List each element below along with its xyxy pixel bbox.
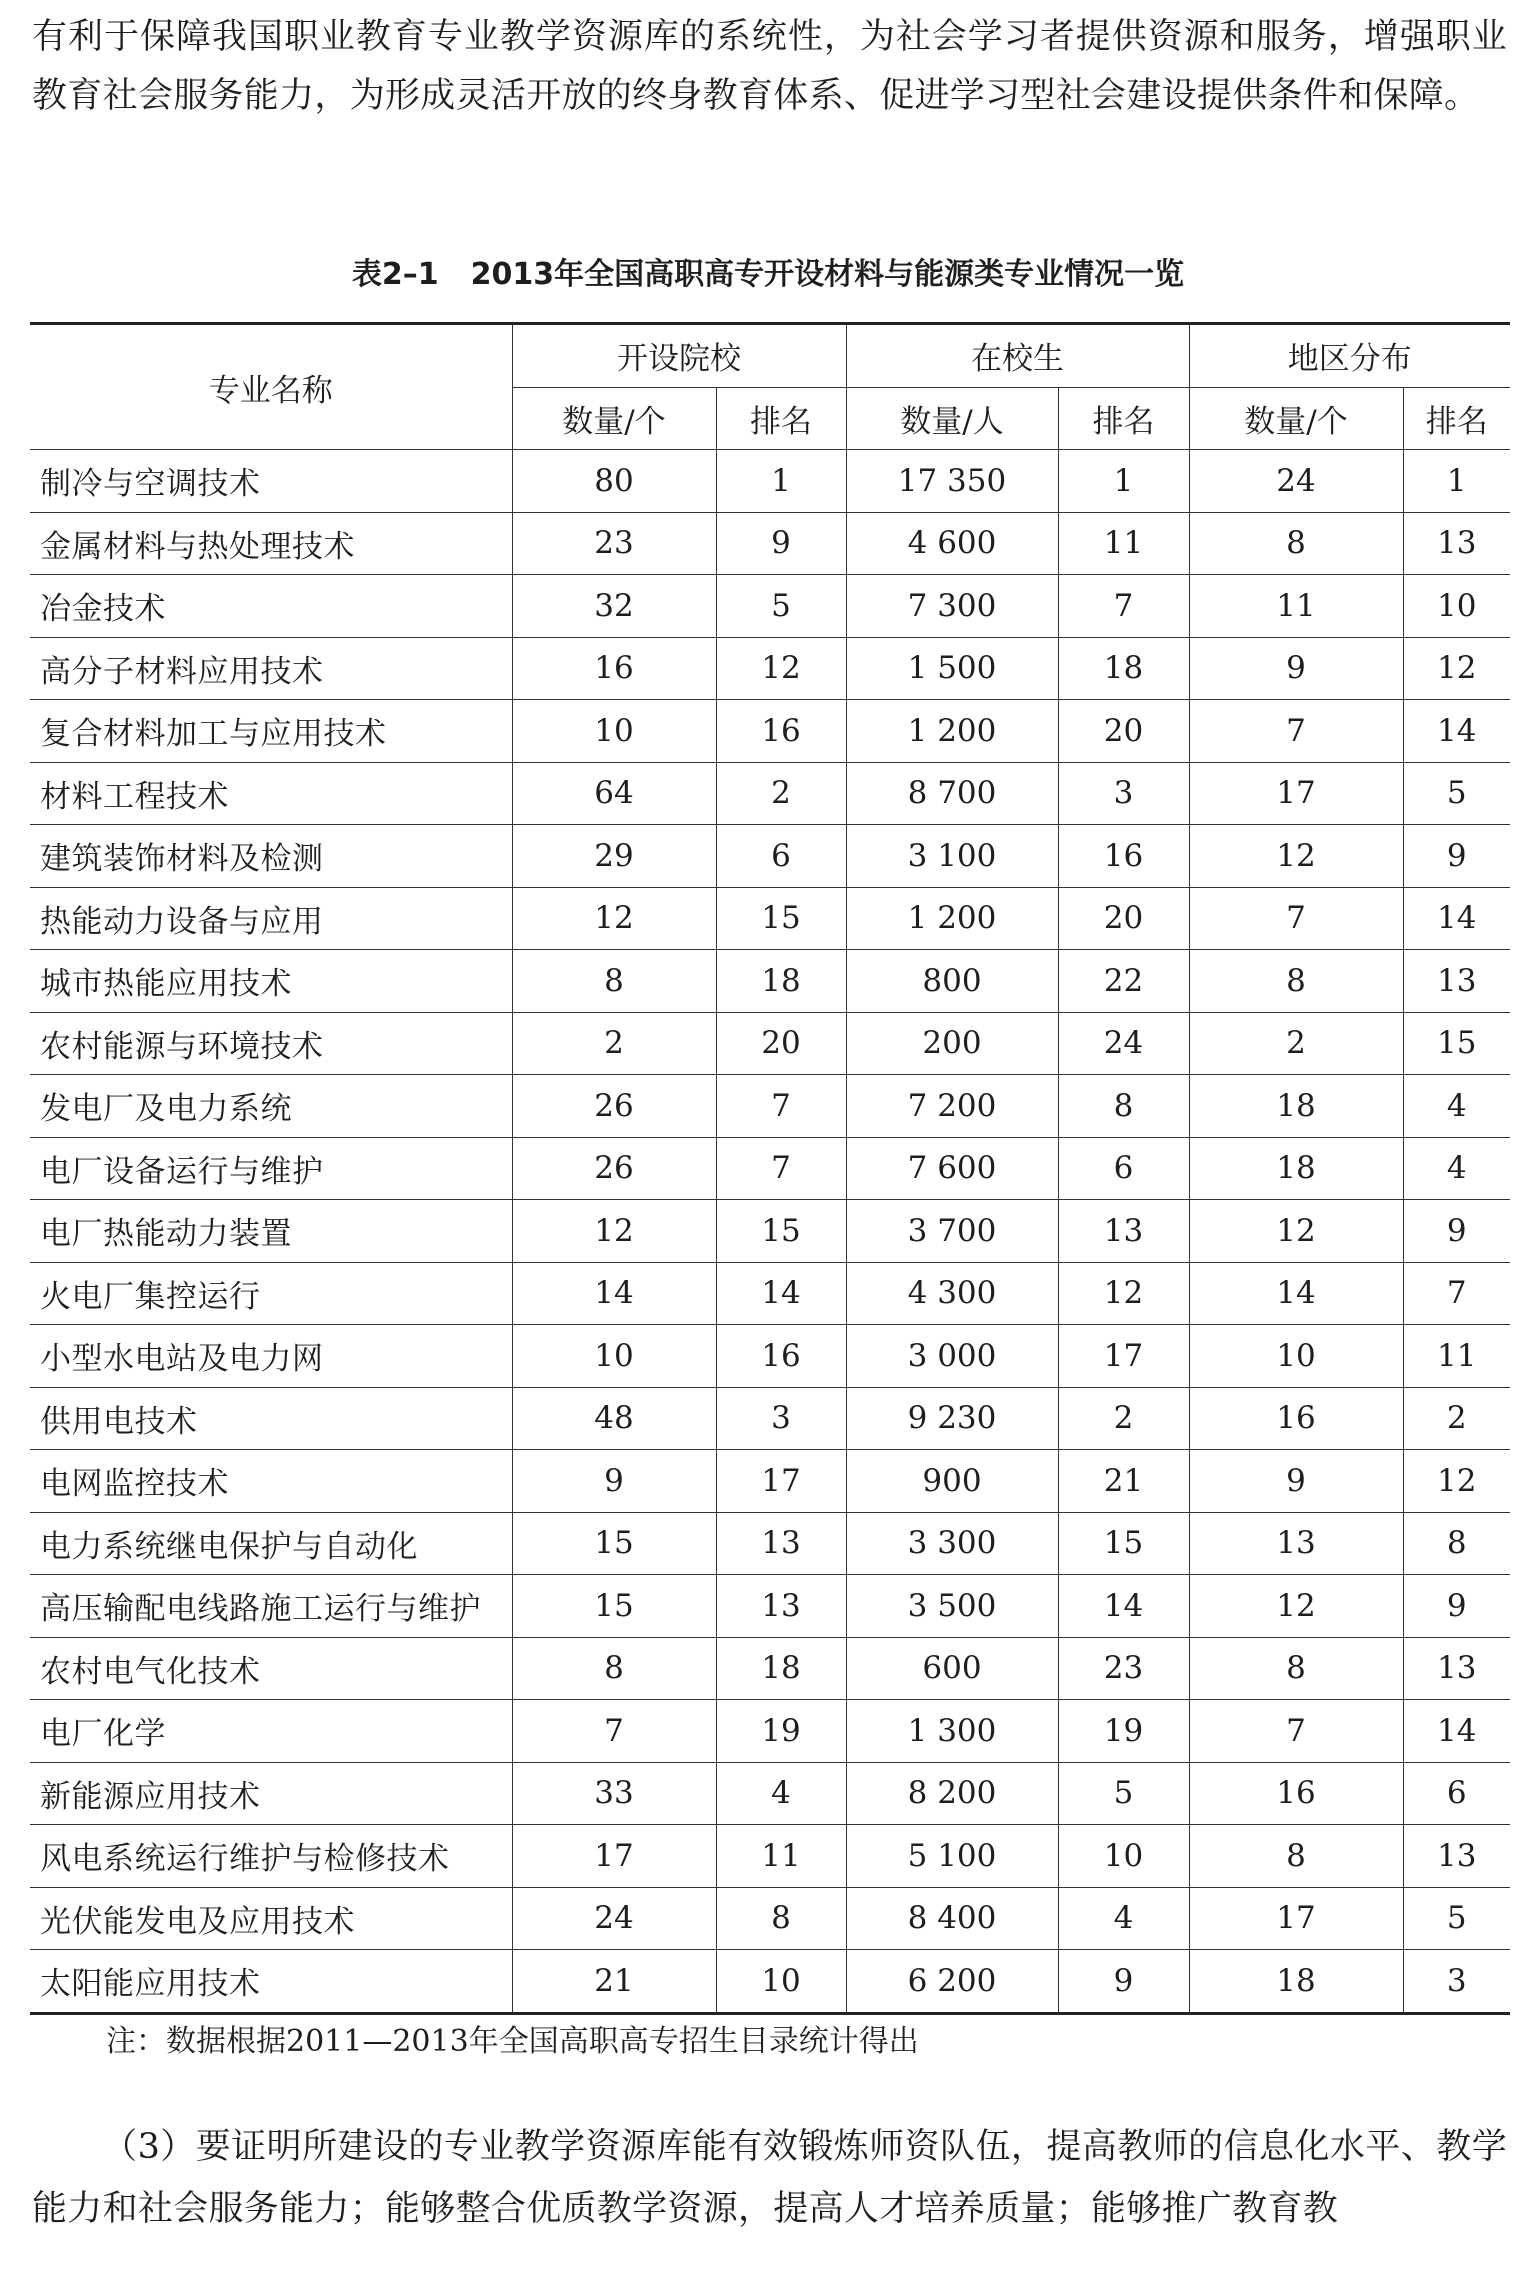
value-cell: 14 bbox=[1403, 700, 1510, 763]
value-cell: 18 bbox=[716, 1637, 846, 1700]
major-name-cell: 制冷与空调技术 bbox=[30, 450, 512, 513]
major-name-cell: 建筑装饰材料及检测 bbox=[30, 825, 512, 888]
value-cell: 7 600 bbox=[846, 1137, 1058, 1200]
value-cell: 10 bbox=[512, 700, 716, 763]
value-cell: 11 bbox=[1058, 512, 1189, 575]
value-cell: 3 bbox=[1058, 762, 1189, 825]
value-cell: 10 bbox=[512, 1325, 716, 1388]
table-row bbox=[30, 1887, 1510, 1950]
value-cell: 21 bbox=[512, 1950, 716, 2014]
table-row bbox=[30, 1137, 1510, 1200]
value-cell: 12 bbox=[512, 1200, 716, 1263]
value-cell: 8 bbox=[716, 1887, 846, 1950]
value-cell: 10 bbox=[1058, 1825, 1189, 1888]
value-cell: 10 bbox=[1189, 1325, 1403, 1388]
table-row bbox=[30, 1825, 1510, 1888]
subheader-cell: 数量/个 bbox=[512, 387, 716, 450]
major-name-cell: 发电厂及电力系统 bbox=[30, 1075, 512, 1138]
value-cell: 7 bbox=[1189, 887, 1403, 950]
value-cell: 48 bbox=[512, 1387, 716, 1450]
value-cell: 24 bbox=[1058, 1012, 1189, 1075]
value-cell: 7 bbox=[512, 1700, 716, 1763]
value-cell: 3 000 bbox=[846, 1325, 1058, 1388]
value-cell: 24 bbox=[1189, 450, 1403, 513]
value-cell: 6 bbox=[1403, 1762, 1510, 1825]
value-cell: 5 bbox=[1403, 762, 1510, 825]
value-cell: 2 bbox=[1058, 1387, 1189, 1450]
value-cell: 2 bbox=[716, 762, 846, 825]
value-cell: 4 bbox=[716, 1762, 846, 1825]
value-cell: 26 bbox=[512, 1075, 716, 1138]
table-row bbox=[30, 1262, 1510, 1325]
value-cell: 8 bbox=[1189, 950, 1403, 1013]
value-cell: 7 bbox=[1403, 1262, 1510, 1325]
table-body bbox=[30, 450, 1510, 2014]
major-name-cell: 电厂化学 bbox=[30, 1700, 512, 1763]
table-row bbox=[30, 950, 1510, 1013]
bottom-paragraph-text: （3）要证明所建设的专业教学资源库能有效锻炼师资队伍，提高教师的信息化水平、教学能力和社会服务能力；能够整合优质教学资源，提高人才培养质量；能够推广教育教 bbox=[32, 2127, 1507, 2229]
major-name-cell: 新能源应用技术 bbox=[30, 1762, 512, 1825]
value-cell: 8 bbox=[1189, 1825, 1403, 1888]
value-cell: 5 bbox=[716, 575, 846, 638]
value-cell: 7 bbox=[1058, 575, 1189, 638]
table-row bbox=[30, 825, 1510, 888]
major-name-cell: 热能动力设备与应用 bbox=[30, 887, 512, 950]
value-cell: 3 500 bbox=[846, 1575, 1058, 1638]
value-cell: 16 bbox=[1189, 1762, 1403, 1825]
value-cell: 6 bbox=[716, 825, 846, 888]
value-cell: 5 bbox=[1403, 1887, 1510, 1950]
major-name-cell: 小型水电站及电力网 bbox=[30, 1325, 512, 1388]
value-cell: 20 bbox=[1058, 887, 1189, 950]
subheader-cell: 数量/人 bbox=[846, 387, 1058, 450]
value-cell: 4 300 bbox=[846, 1262, 1058, 1325]
value-cell: 12 bbox=[1403, 637, 1510, 700]
value-cell: 900 bbox=[846, 1450, 1058, 1513]
value-cell: 8 700 bbox=[846, 762, 1058, 825]
value-cell: 1 300 bbox=[846, 1700, 1058, 1763]
value-cell: 12 bbox=[1189, 1575, 1403, 1638]
value-cell: 16 bbox=[1189, 1387, 1403, 1450]
table-row bbox=[30, 1200, 1510, 1263]
value-cell: 16 bbox=[716, 700, 846, 763]
value-cell: 8 bbox=[1403, 1512, 1510, 1575]
bottom-paragraph bbox=[32, 2116, 1507, 2240]
value-cell: 8 bbox=[1058, 1075, 1189, 1138]
value-cell: 7 bbox=[716, 1075, 846, 1138]
major-name-cell: 电厂设备运行与维护 bbox=[30, 1137, 512, 1200]
table-caption-title: 2013年全国高职高专开设材料与能源类专业情况一览 bbox=[470, 257, 1185, 292]
value-cell: 20 bbox=[1058, 700, 1189, 763]
value-cell: 4 bbox=[1058, 1887, 1189, 1950]
value-cell: 8 bbox=[1189, 512, 1403, 575]
major-name-cell: 电网监控技术 bbox=[30, 1450, 512, 1513]
value-cell: 17 bbox=[1058, 1325, 1189, 1388]
value-cell: 32 bbox=[512, 575, 716, 638]
value-cell: 6 200 bbox=[846, 1950, 1058, 2014]
major-name-cell: 火电厂集控运行 bbox=[30, 1262, 512, 1325]
value-cell: 9 bbox=[1403, 1575, 1510, 1638]
major-name-cell: 电力系统继电保护与自动化 bbox=[30, 1512, 512, 1575]
value-cell: 12 bbox=[1189, 1200, 1403, 1263]
major-name-cell: 太阳能应用技术 bbox=[30, 1950, 512, 2014]
value-cell: 15 bbox=[1058, 1512, 1189, 1575]
value-cell: 11 bbox=[716, 1825, 846, 1888]
subheader-cell: 数量/个 bbox=[1189, 387, 1403, 450]
value-cell: 11 bbox=[1189, 575, 1403, 638]
value-cell: 13 bbox=[1403, 950, 1510, 1013]
value-cell: 3 bbox=[1403, 1950, 1510, 2014]
value-cell: 18 bbox=[716, 950, 846, 1013]
value-cell: 11 bbox=[1403, 1325, 1510, 1388]
major-name-cell: 材料工程技术 bbox=[30, 762, 512, 825]
subheader-cell: 排名 bbox=[1403, 387, 1510, 450]
value-cell: 13 bbox=[716, 1575, 846, 1638]
value-cell: 3 700 bbox=[846, 1200, 1058, 1263]
major-name-cell: 供用电技术 bbox=[30, 1387, 512, 1450]
value-cell: 4 bbox=[1403, 1137, 1510, 1200]
value-cell: 12 bbox=[716, 637, 846, 700]
table-row bbox=[30, 637, 1510, 700]
value-cell: 1 bbox=[1058, 450, 1189, 513]
subheader-cell: 排名 bbox=[1058, 387, 1189, 450]
value-cell: 16 bbox=[512, 637, 716, 700]
value-cell: 7 bbox=[1189, 700, 1403, 763]
value-cell: 8 400 bbox=[846, 1887, 1058, 1950]
table-row bbox=[30, 1012, 1510, 1075]
value-cell: 13 bbox=[1189, 1512, 1403, 1575]
value-cell: 2 bbox=[1189, 1012, 1403, 1075]
value-cell: 8 bbox=[1189, 1637, 1403, 1700]
header-group-regions: 地区分布 bbox=[1189, 324, 1510, 388]
value-cell: 3 bbox=[716, 1387, 846, 1450]
value-cell: 14 bbox=[1403, 1700, 1510, 1763]
value-cell: 12 bbox=[512, 887, 716, 950]
value-cell: 7 200 bbox=[846, 1075, 1058, 1138]
value-cell: 17 bbox=[1189, 762, 1403, 825]
value-cell: 18 bbox=[1058, 637, 1189, 700]
value-cell: 5 bbox=[1058, 1762, 1189, 1825]
value-cell: 23 bbox=[512, 512, 716, 575]
value-cell: 9 bbox=[1058, 1950, 1189, 2014]
value-cell: 4 600 bbox=[846, 512, 1058, 575]
table-row bbox=[30, 512, 1510, 575]
value-cell: 9 bbox=[1189, 637, 1403, 700]
value-cell: 15 bbox=[512, 1512, 716, 1575]
table-row bbox=[30, 1575, 1510, 1638]
value-cell: 9 bbox=[716, 512, 846, 575]
table-caption-number: 表2–1 bbox=[351, 257, 439, 292]
value-cell: 22 bbox=[1058, 950, 1189, 1013]
value-cell: 18 bbox=[1189, 1075, 1403, 1138]
value-cell: 7 300 bbox=[846, 575, 1058, 638]
value-cell: 1 200 bbox=[846, 887, 1058, 950]
major-name-cell: 冶金技术 bbox=[30, 575, 512, 638]
value-cell: 21 bbox=[1058, 1450, 1189, 1513]
major-name-cell: 高分子材料应用技术 bbox=[30, 637, 512, 700]
value-cell: 13 bbox=[716, 1512, 846, 1575]
major-name-cell: 城市热能应用技术 bbox=[30, 950, 512, 1013]
value-cell: 13 bbox=[1403, 1825, 1510, 1888]
value-cell: 4 bbox=[1403, 1075, 1510, 1138]
value-cell: 7 bbox=[716, 1137, 846, 1200]
value-cell: 15 bbox=[716, 1200, 846, 1263]
value-cell: 14 bbox=[1403, 887, 1510, 950]
value-cell: 12 bbox=[1189, 825, 1403, 888]
table-row bbox=[30, 1450, 1510, 1513]
value-cell: 15 bbox=[1403, 1012, 1510, 1075]
value-cell: 9 bbox=[512, 1450, 716, 1513]
value-cell: 13 bbox=[1058, 1200, 1189, 1263]
major-name-cell: 复合材料加工与应用技术 bbox=[30, 700, 512, 763]
value-cell: 15 bbox=[716, 887, 846, 950]
value-cell: 5 100 bbox=[846, 1825, 1058, 1888]
table-row bbox=[30, 450, 1510, 513]
value-cell: 7 bbox=[1189, 1700, 1403, 1763]
value-cell: 16 bbox=[716, 1325, 846, 1388]
table-note: 注：数据根据2011—2013年全国高职高专招生目录统计得出 bbox=[106, 2024, 919, 2059]
value-cell: 80 bbox=[512, 450, 716, 513]
value-cell: 8 bbox=[512, 1637, 716, 1700]
table-row bbox=[30, 887, 1510, 950]
value-cell: 17 bbox=[512, 1825, 716, 1888]
header-major-name: 专业名称 bbox=[30, 324, 512, 450]
table-row bbox=[30, 1512, 1510, 1575]
value-cell: 3 300 bbox=[846, 1512, 1058, 1575]
major-name-cell: 风电系统运行维护与检修技术 bbox=[30, 1825, 512, 1888]
value-cell: 10 bbox=[1403, 575, 1510, 638]
value-cell: 2 bbox=[512, 1012, 716, 1075]
value-cell: 13 bbox=[1403, 512, 1510, 575]
table-row bbox=[30, 1950, 1510, 2014]
value-cell: 9 bbox=[1403, 825, 1510, 888]
major-name-cell: 光伏能发电及应用技术 bbox=[30, 1887, 512, 1950]
value-cell: 6 bbox=[1058, 1137, 1189, 1200]
value-cell: 14 bbox=[1189, 1262, 1403, 1325]
value-cell: 12 bbox=[1403, 1450, 1510, 1513]
intro-paragraph: 有利于保障我国职业教育专业教学资源库的系统性，为社会学习者提供资源和服务，增强职业教育社会服务能力，为形成灵活开放的终身教育体系、促进学习型社会建设提供条件和保障。 bbox=[32, 17, 1507, 116]
value-cell: 1 bbox=[1403, 450, 1510, 513]
value-cell: 8 bbox=[512, 950, 716, 1013]
major-name-cell: 农村电气化技术 bbox=[30, 1637, 512, 1700]
value-cell: 19 bbox=[716, 1700, 846, 1763]
table-row bbox=[30, 1762, 1510, 1825]
value-cell: 3 100 bbox=[846, 825, 1058, 888]
value-cell: 12 bbox=[1058, 1262, 1189, 1325]
value-cell: 1 500 bbox=[846, 637, 1058, 700]
value-cell: 15 bbox=[512, 1575, 716, 1638]
value-cell: 16 bbox=[1058, 825, 1189, 888]
value-cell: 17 bbox=[716, 1450, 846, 1513]
table-row bbox=[30, 762, 1510, 825]
value-cell: 33 bbox=[512, 1762, 716, 1825]
value-cell: 64 bbox=[512, 762, 716, 825]
value-cell: 200 bbox=[846, 1012, 1058, 1075]
value-cell: 17 350 bbox=[846, 450, 1058, 513]
value-cell: 26 bbox=[512, 1137, 716, 1200]
subheader-cell: 排名 bbox=[716, 387, 846, 450]
value-cell: 18 bbox=[1189, 1950, 1403, 2014]
value-cell: 24 bbox=[512, 1887, 716, 1950]
value-cell: 600 bbox=[846, 1637, 1058, 1700]
major-name-cell: 农村能源与环境技术 bbox=[30, 1012, 512, 1075]
value-cell: 14 bbox=[716, 1262, 846, 1325]
table-row bbox=[30, 1325, 1510, 1388]
value-cell: 14 bbox=[1058, 1575, 1189, 1638]
header-group-students: 在校生 bbox=[846, 324, 1189, 388]
value-cell: 23 bbox=[1058, 1637, 1189, 1700]
value-cell: 18 bbox=[1189, 1137, 1403, 1200]
major-name-cell: 电厂热能动力装置 bbox=[30, 1200, 512, 1263]
major-name-cell: 高压输配电线路施工运行与维护 bbox=[30, 1575, 512, 1638]
table-row bbox=[30, 1700, 1510, 1763]
value-cell: 1 bbox=[716, 450, 846, 513]
value-cell: 19 bbox=[1058, 1700, 1189, 1763]
value-cell: 9 230 bbox=[846, 1387, 1058, 1450]
value-cell: 9 bbox=[1189, 1450, 1403, 1513]
table-row bbox=[30, 1075, 1510, 1138]
value-cell: 800 bbox=[846, 950, 1058, 1013]
value-cell: 17 bbox=[1189, 1887, 1403, 1950]
header-group-schools: 开设院校 bbox=[512, 324, 846, 388]
table-row bbox=[30, 1387, 1510, 1450]
table-row bbox=[30, 700, 1510, 763]
value-cell: 9 bbox=[1403, 1200, 1510, 1263]
table-row bbox=[30, 1637, 1510, 1700]
major-name-cell: 金属材料与热处理技术 bbox=[30, 512, 512, 575]
value-cell: 20 bbox=[716, 1012, 846, 1075]
value-cell: 14 bbox=[512, 1262, 716, 1325]
table-header-row bbox=[30, 324, 1510, 388]
value-cell: 8 200 bbox=[846, 1762, 1058, 1825]
table-row bbox=[30, 575, 1510, 638]
value-cell: 1 200 bbox=[846, 700, 1058, 763]
table-caption bbox=[0, 255, 1536, 295]
value-cell: 29 bbox=[512, 825, 716, 888]
value-cell: 2 bbox=[1403, 1387, 1510, 1450]
statistics-table bbox=[30, 322, 1510, 2015]
value-cell: 10 bbox=[716, 1950, 846, 2014]
value-cell: 13 bbox=[1403, 1637, 1510, 1700]
